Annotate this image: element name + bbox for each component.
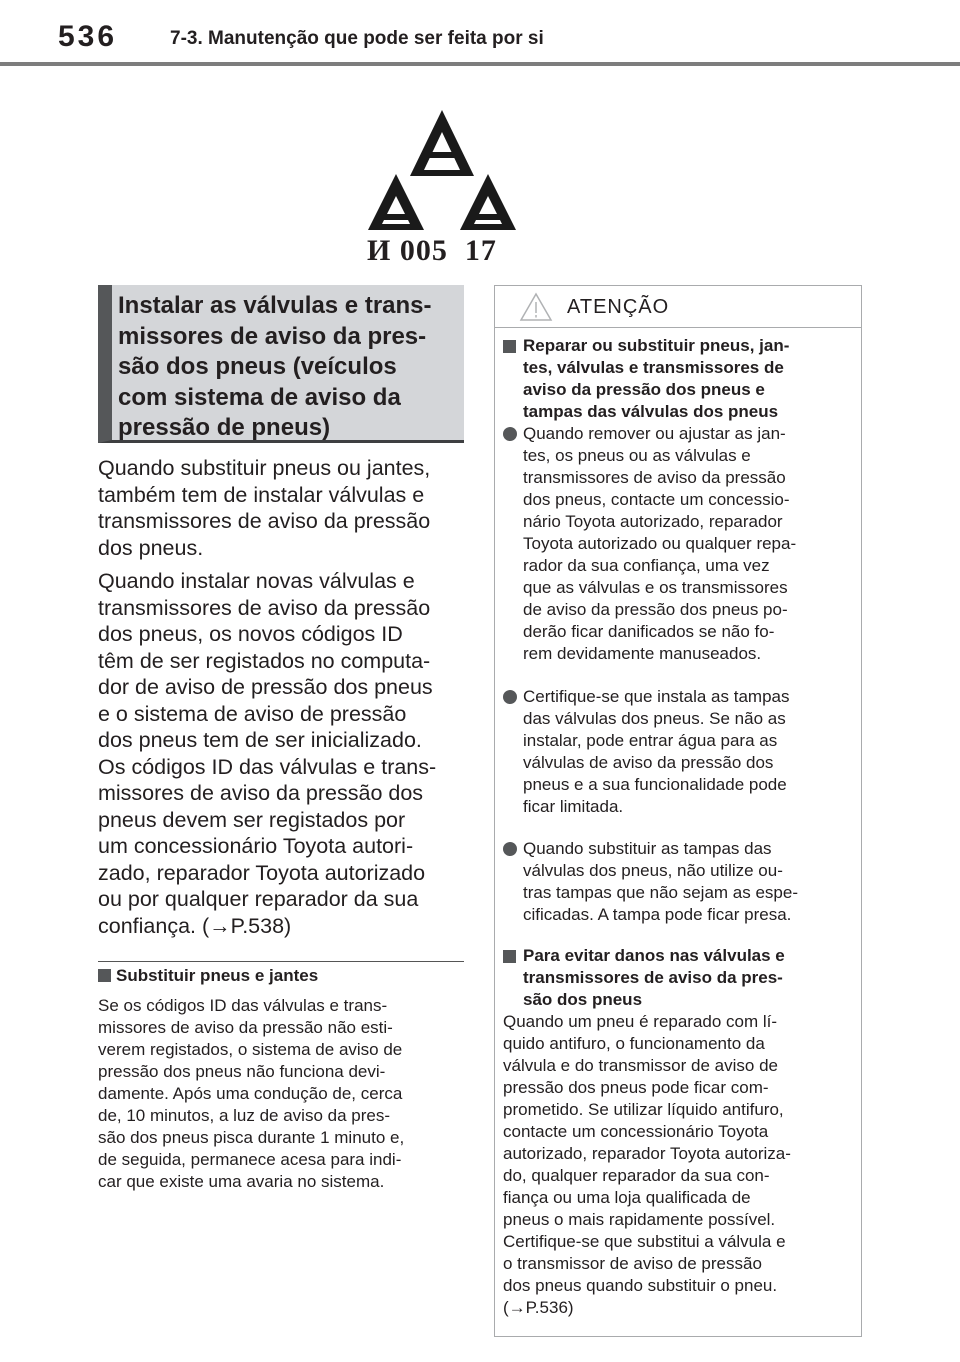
heading-line: Instalar as válvulas e trans- xyxy=(118,292,432,319)
text-line: nário Toyota autorizado, reparador xyxy=(523,512,783,531)
text-line: Certifique-se que instala as tampas xyxy=(523,687,790,706)
text-line: transmissores de aviso da pres- xyxy=(523,968,783,987)
text-line: instalar, pode entrar água para as xyxy=(523,731,778,750)
page-reference-link[interactable]: (→P.536) xyxy=(503,1298,574,1317)
page-reference-link[interactable]: confiança. (→P.538) xyxy=(98,913,292,938)
text-line: são dos pneus xyxy=(523,990,643,1009)
text-line: dos pneus, contacte um concessio- xyxy=(523,490,790,509)
heading-line: missores de aviso da pres- xyxy=(118,322,427,350)
text-line: dos pneus. xyxy=(98,535,204,560)
text-line: de aviso da pressão dos pneus po- xyxy=(523,600,788,619)
text-line: Quando substituir as tampas das xyxy=(523,839,772,858)
warning-bullet-2 xyxy=(503,686,789,818)
text-line: pneus o mais rapidamente possível. xyxy=(503,1210,776,1229)
text-line: dos pneus tem de ser inicializado. xyxy=(98,728,422,752)
warning-box xyxy=(494,285,862,1337)
text-line: damente. Após uma condução de, cerca xyxy=(98,1084,403,1103)
text-line: Quando um pneu é reparado com lí- xyxy=(503,1012,778,1031)
warning-paragraph xyxy=(503,1011,791,1319)
text-line: do, qualquer reparador da sua con- xyxy=(503,1166,770,1185)
round-bullet-icon xyxy=(503,690,517,704)
text-line: tampas das válvulas dos pneus xyxy=(523,402,779,421)
text-line: tes, os pneus ou as válvulas e xyxy=(523,446,751,465)
text-line: Quando substituir pneus ou jantes, xyxy=(98,456,431,480)
text-line: ou por qualquer reparador da sua xyxy=(98,887,419,911)
heading-line: com sistema de aviso da xyxy=(118,383,401,411)
text-line: Para evitar danos nas válvulas e xyxy=(523,946,785,965)
text-line: autorizado, reparador Toyota autoriza- xyxy=(503,1144,791,1163)
text-line: Quando remover ou ajustar as jan- xyxy=(523,424,786,443)
text-line: verem registados, o sistema de aviso de xyxy=(98,1040,403,1059)
square-bullet-icon xyxy=(503,340,516,353)
warning-bullet-3 xyxy=(503,838,798,926)
warning-bullet-1 xyxy=(503,423,796,665)
square-bullet-icon xyxy=(98,969,111,982)
text-line: tes, válvulas e transmissores de xyxy=(523,358,784,377)
text-line: rem devidamente manuseados. xyxy=(523,644,762,663)
text-line: dor de aviso de pressão dos pneus xyxy=(98,675,433,699)
text-line: missores de aviso da pressão dos xyxy=(98,781,424,805)
warning-title: ATENÇÃO xyxy=(567,296,670,318)
text-line: contacte um concessionário Toyota xyxy=(503,1122,769,1141)
text-line: derão ficar danificados se não fo- xyxy=(523,622,775,641)
text-line: dos pneus, os novos códigos ID xyxy=(98,622,403,646)
warning-heading-1 xyxy=(503,335,789,423)
section-heading xyxy=(98,285,464,443)
text-line: pneus e a sua funcionalidade pode xyxy=(523,775,787,794)
page-header xyxy=(0,0,960,66)
text-line: são dos pneus pisca durante 1 minuto e, xyxy=(98,1128,405,1147)
text-line: Toyota autorizado ou qualquer repa- xyxy=(523,534,797,553)
text-line: de seguida, permanece acesa para indi- xyxy=(98,1150,402,1169)
text-line: e o sistema de aviso de pressão xyxy=(98,701,407,726)
body-paragraph xyxy=(98,568,470,939)
round-bullet-icon xyxy=(503,427,517,441)
text-line: válvulas de aviso da pressão dos xyxy=(523,753,774,772)
text-line: rador da sua confiança, uma vez xyxy=(523,556,770,575)
text-line: Se os códigos ID das válvulas e trans- xyxy=(98,996,388,1015)
subsection-title: Substituir pneus e jantes xyxy=(116,966,319,985)
text-line: pressão dos pneus pode ficar com- xyxy=(503,1078,769,1097)
header-divider xyxy=(0,62,960,66)
text-line: car que existe uma avaria no sistema. xyxy=(98,1172,385,1191)
text-line: transmissores de aviso da pressão xyxy=(98,509,431,533)
text-line: quido antifuro, o funcionamento da xyxy=(503,1034,765,1053)
text-line: ficar limitada. xyxy=(523,797,624,816)
round-bullet-icon xyxy=(503,842,517,856)
text-line: das válvulas dos pneus. Se não as xyxy=(523,709,786,728)
subsection-text xyxy=(98,995,404,1193)
text-line: Reparar ou substituir pneus, jan- xyxy=(523,336,790,355)
warning-heading-2 xyxy=(503,945,785,1011)
text-line: um concessionário Toyota autori- xyxy=(98,834,414,858)
text-line: fiança ou uma loja qualificada de xyxy=(503,1188,751,1207)
text-line: o transmissor de aviso de pressão xyxy=(503,1254,762,1273)
subsection-divider xyxy=(98,961,464,962)
subsection-heading xyxy=(98,966,318,986)
text-line: também tem de instalar válvulas e xyxy=(98,482,425,507)
text-line: aviso da pressão dos pneus e xyxy=(523,380,765,399)
text-line: pressão dos pneus não funciona devi- xyxy=(98,1062,386,1081)
approval-code: И 005 17 xyxy=(367,234,497,267)
text-line: têm de ser registados no computa- xyxy=(98,648,431,673)
text-line: prometido. Se utilizar líquido antifuro, xyxy=(503,1100,784,1119)
heading-line: são dos pneus (veículos xyxy=(118,353,397,380)
text-line: Certifique-se que substitui a válvula e xyxy=(503,1232,786,1251)
page-number: 536 xyxy=(58,20,118,53)
heading-line: pressão de pneus) xyxy=(118,414,331,441)
text-line: transmissores de aviso da pressão xyxy=(98,595,431,620)
text-line: Quando instalar novas válvulas e xyxy=(98,569,415,593)
text-line: Os códigos ID das válvulas e trans- xyxy=(98,754,437,779)
text-line: de, 10 minutos, a luz de aviso da pres- xyxy=(98,1106,390,1125)
text-line: zado, reparador Toyota autorizado xyxy=(98,860,426,885)
text-line: tras tampas que não sejam as espe- xyxy=(523,883,798,902)
intro-paragraph xyxy=(98,455,470,561)
square-bullet-icon xyxy=(503,950,516,963)
text-line: válvula e do transmissor de aviso de xyxy=(503,1056,778,1075)
section-title: 7-3. Manutenção que pode ser feita por si xyxy=(170,28,544,49)
text-line: válvulas dos pneus, não utilize ou- xyxy=(523,861,783,880)
text-line: missores de aviso da pressão não esti- xyxy=(98,1018,393,1037)
text-line: que as válvulas e os transmissores xyxy=(523,578,788,597)
warning-header xyxy=(495,286,861,328)
text-line: transmissores de aviso da pressão xyxy=(523,468,786,487)
text-line: cificadas. A tampa pode ficar presa. xyxy=(523,905,792,924)
text-line: pneus devem ser registados por xyxy=(98,807,406,832)
warning-triangle-icon xyxy=(519,292,553,327)
text-line: dos pneus quando substituir o pneu. xyxy=(503,1276,778,1295)
